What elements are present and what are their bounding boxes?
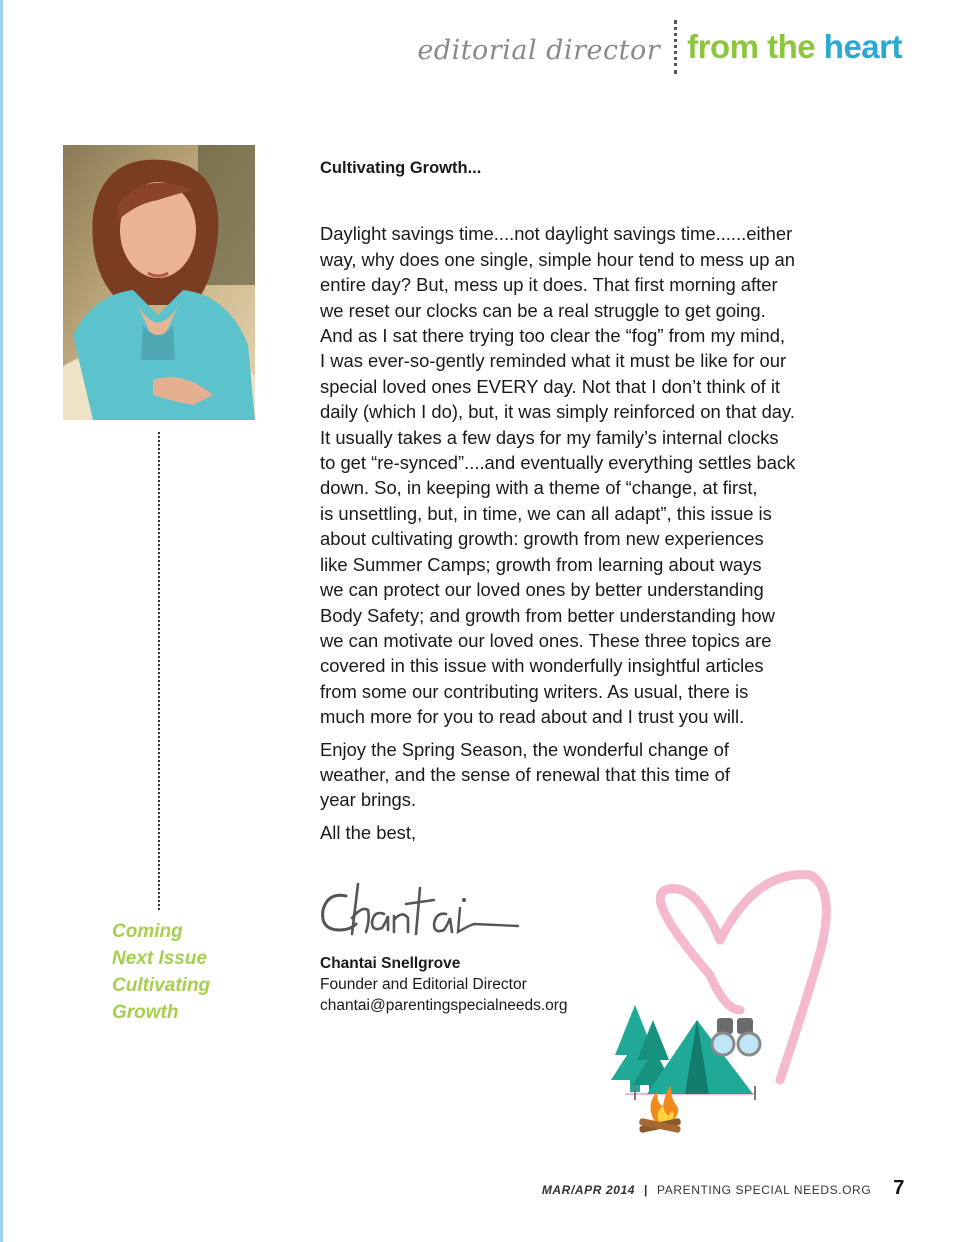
header-divider <box>674 20 677 74</box>
body-line: entire day? But, mess up it does. That first morning after <box>320 274 778 296</box>
site-name: PARENTING SPECIAL NEEDS.ORG <box>657 1183 872 1197</box>
column-title <box>687 28 902 66</box>
issue-date: MAR/APR 2014 <box>541 1183 636 1197</box>
signature-block <box>320 953 568 1016</box>
coming-next-line: Growth <box>112 1002 179 1023</box>
body-line: is unsettling, but, in time, we can all adapt”, this issue is <box>320 502 772 524</box>
body-line: It usually takes a few days for my family’s internal clocks <box>320 426 779 448</box>
body-line: from some our contributing writers. As usual, there is <box>320 680 749 702</box>
page-number: 7 <box>893 1177 905 1199</box>
body-line: we reset our clocks can be a real struggle to get going. <box>320 299 766 321</box>
vertical-dotted-divider <box>158 432 160 910</box>
body-line: covered in this issue with wonderfully insightful articles <box>320 655 764 677</box>
page-footer <box>542 1177 905 1200</box>
letter-body <box>320 221 825 729</box>
coming-next-line: Next Issue <box>112 948 208 969</box>
body-line: weather, and the sense of renewal that this time of <box>320 763 730 785</box>
letter-spring-paragraph <box>320 737 825 813</box>
body-line: to get “re-synced”....and eventually everything settles back <box>320 452 796 474</box>
body-line: Daylight savings time....not daylight savings time......either <box>320 223 793 245</box>
binoculars-icon <box>712 1018 760 1055</box>
coming-next-line: Cultivating <box>112 975 211 996</box>
letter-closing: All the best, <box>320 821 417 843</box>
body-line: Enjoy the Spring Season, the wonderful change of <box>320 738 729 760</box>
page-edge-rule <box>0 0 3 1242</box>
author-email[interactable]: chantai@parentingspecialneeds.org <box>320 997 568 1014</box>
body-line: I was ever-so-gently reminded what it must be like for our <box>320 350 787 372</box>
section-label: editorial director <box>417 34 661 66</box>
body-line: Body Safety; and growth from better understanding how <box>320 604 775 626</box>
body-line: we can protect our loved ones by better understanding <box>320 579 764 601</box>
footer-separator: | <box>644 1183 649 1197</box>
body-line: we can motivate our loved ones. These three topics are <box>320 629 772 651</box>
body-line: way, why does one single, simple hour tend to mess up an <box>320 248 796 270</box>
body-line: about cultivating growth: growth from new experiences <box>320 528 764 550</box>
column-title-part2: heart <box>823 28 902 65</box>
editorial-letter <box>320 156 825 852</box>
body-line: down. So, in keeping with a theme of “change, at first, <box>320 477 758 499</box>
handwritten-signature <box>318 878 528 944</box>
body-line: like Summer Camps; growth from learning about ways <box>320 553 762 575</box>
body-line: year brings. <box>320 789 417 811</box>
author-name: Chantai Snellgrove <box>320 955 461 972</box>
coming-next-issue <box>112 918 210 1026</box>
coming-next-line: Coming <box>112 921 183 942</box>
body-line: And as I sat there trying too clear the “fog” from my mind, <box>320 325 786 347</box>
page-header <box>417 18 902 76</box>
letter-heading: Cultivating Growth... <box>320 159 482 177</box>
body-line: special loved ones EVERY day. Not that I don’t think of it <box>320 375 781 397</box>
body-line: daily (which I do), but, it was simply reinforced on that day. <box>320 401 795 423</box>
camp-heart-illustration <box>605 860 840 1140</box>
column-title-part1: from the <box>687 28 816 65</box>
body-line: much more for you to read about and I trust you will. <box>320 706 745 728</box>
author-photo <box>63 145 255 420</box>
author-role: Founder and Editorial Director <box>320 976 527 993</box>
